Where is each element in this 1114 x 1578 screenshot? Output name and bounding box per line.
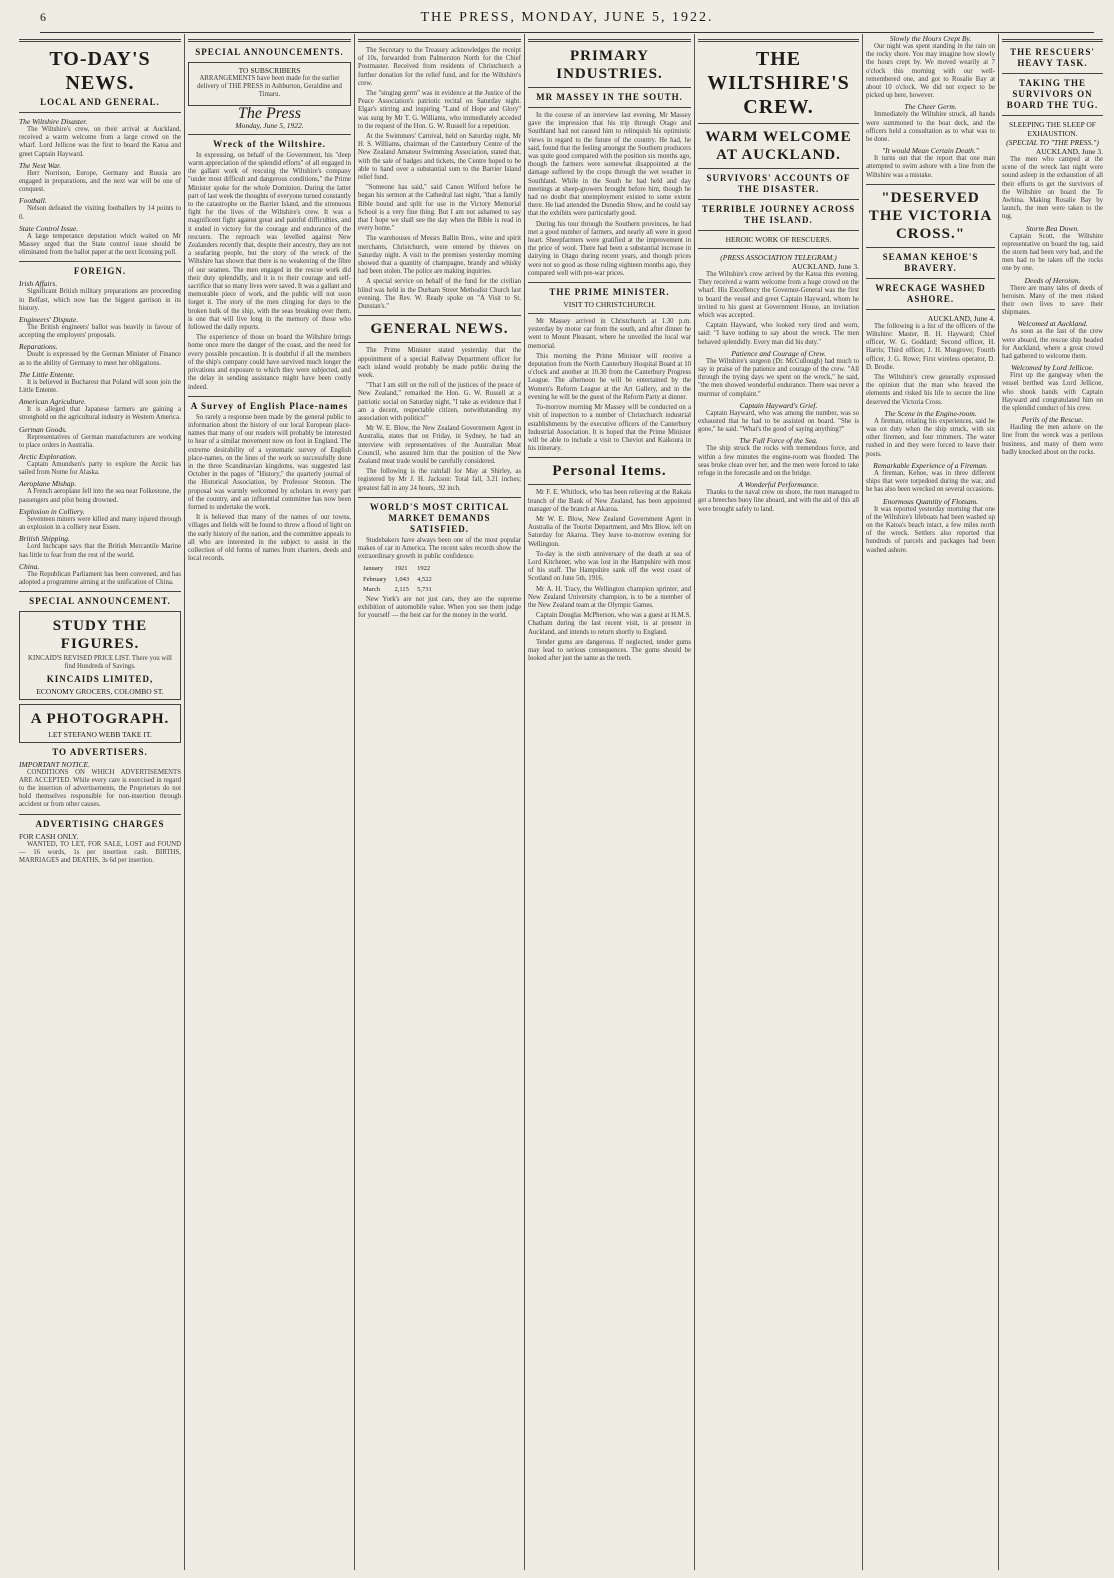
news-item: The Wiltshire Disaster. [19, 117, 88, 126]
heroic-work: HEROIC WORK OF RESCUERS. [725, 235, 832, 244]
kehoe-heading: SEAMAN KEHOE'S BRAVERY. [882, 251, 979, 273]
warm-welcome-heading: WARM WELCOME AT AUCKLAND. [705, 129, 852, 163]
engine-room-heading: The Scene in the Engine-room. [884, 408, 977, 418]
sales-table: January 1921 1922 February 1,043 4,522 March 2,115 5,731 [363, 565, 432, 593]
special-announcements-heading: SPECIAL ANNOUNCEMENTS. [195, 47, 344, 57]
local-general-heading: LOCAL AND GENERAL. [40, 97, 160, 107]
victoria-cross-heading: "DESERVED THE VICTORIA CROSS." [868, 189, 993, 242]
auckland-dateline-3: AUCKLAND, June 3. [1035, 147, 1103, 156]
foreign-item: Reparations. [19, 342, 58, 352]
photograph-heading: A PHOTOGRAPH. [30, 710, 170, 727]
primary-industries-heading: PRIMARY INDUSTRIES. [556, 48, 663, 82]
press-logo: The Press [238, 104, 301, 122]
patience-heading: Patience and Courage of Crew. [731, 348, 826, 358]
flotsam-heading: Enormous Quantity of Flotsam. [883, 496, 978, 506]
photograph-ad [19, 704, 181, 743]
press-association: (PRESS ASSOCIATION TELEGRAM.) [720, 253, 837, 262]
wiltshire-crew-heading: THE WILTSHIRE'S CREW. [707, 48, 850, 118]
slowly-heading: Slowly the Hours Crept By. [889, 34, 972, 43]
certain-death-heading: "It would Mean Certain Death." [882, 146, 979, 156]
study-figures-heading: STUDY THE FIGURES. [52, 618, 148, 653]
special-press: (SPECIAL TO "THE PRESS.") [1006, 138, 1099, 147]
page-number: 6 [40, 10, 48, 24]
news-item: The Next War. [19, 160, 62, 170]
force-heading: The Full Force of the Sea. [739, 436, 818, 446]
foreign-item: American Agriculture. [19, 397, 87, 407]
advertisers-heading: TO ADVERTISERS. [52, 746, 148, 757]
visit-christchurch: VISIT TO CHRISTCHURCH. [563, 300, 656, 310]
perils-heading: Perils of the Rescue. [1021, 415, 1084, 425]
auckland-dateline-2: AUCKLAND, June 4. [927, 313, 995, 323]
auckland-dateline: AUCKLAND, June 3. [791, 262, 859, 271]
massey-south-heading: MR MASSEY IN THE SOUTH. [536, 92, 683, 102]
column-4: PRIMARY INDUSTRIES. MR MASSEY IN THE SOUTH. In the course of an interview last evening, Mr Massey gave the impression that his trip through Otago and Southland had not caused him to relinquish his optimistic views in regard to the future of the country. He had, he said, found that the feeling amongst the Southern producers was quite good compared with the position six months ago, though the farmers were somewhat disappointed at the damage suffered by the crops through the wet weather in Southland. While in the South he had held and day meetings at sheep-growers brought before him, though he had no doubt that unemployment existed to some extent there. He had attended the Dunedin Show, and he could say that the exhibits were particularly good. During his tour through the Southern provinces, he had met a good number of farmers, and nearly all were in good heart. Sheepfarmers were gratified at the improvement in the price of wool. There had been a substantial increase in dairying in Otago during recent years, and though prices were not so good as those ruling eighteen months ago, they compared well with pre-war prices. THE PRIME MINISTER. VISIT TO CHRISTCHURCH. Mr Massey arrived in Christchurch at 1.30 p.m. yesterday by motor car from the south, and after dinner he went to Mount Pleasant, where he unveiled the local war memorial. This morning the Prime Minister will receive a deputation from the North Canterbury Hospital Board at 10 o'clock and another at 10.30 from the Canterbury Progress League. The afternoon he will be entertained by the Women's Reform League at the Art Gallery, and in the evening he will be the guest of the Reform Party at dinner. To-morrow morning Mr Massey will be conducted on a visit of inspection to a number of Christchurch industrial establishments by the executive officers of the Canterbury Industrial Association. It is hoped that the Prime Minister will be able to include a visit to Cheviot and Kaikoura in his itinerary. Personal Items. Mr F. E. Whitlock, who has been relieving at the Rakaia branch of the Bank of New Zealand, has been appointed manager of the branch at Akaroa. Mr W. E. Blow, New Zealand Government Agent in Australia of the Tourist Department, and Mrs Blow, left on Saturday for Akaroa. They leave to-morrow evening for Wellington. To-day is the sixth anniversary of the death at sea of Lord Kitchener, who was lost in the Hampshire with most of his staff. The Hampshire sank off the west coast of Scotland on June 5th, 1916. Mr A. H. Tracy, the Wellington champion sprinter, and New Zealand University champion, is to be a member of the New Zealand team at the Olympic Games. Captain Douglas McPherson, who was a guest at H.M.S. Chatham during the last recent visit, is at present in Auckland, and intends to return shortly to England. Tender gums are dangerous. If neglected, tender gums may lead to serious consequences. The gums should be looked after just the same as the teeth. [524, 34, 694, 1570]
general-news-heading: GENERAL NEWS. [370, 321, 509, 338]
cheer-heading: The Cheer Germ. [904, 102, 957, 112]
stefano-webb: LET STEFANO WEBB TAKE IT. [48, 729, 152, 739]
subscribers-heading: TO SUBSCRIBERS [238, 66, 301, 75]
kincaids-address: ECONOMY GROCERS, COLOMBO ST. [36, 686, 164, 696]
news-item: State Control Issue. [19, 223, 79, 233]
column-1: TO-DAY'S NEWS. LOCAL AND GENERAL. The Wiltshire Disaster. The Wiltshire's crew, on their arrival at Auckland, received a warm welcome from a large crowd on the wharf. Lord Jellicoe was the first to board the Katoa and greet Captain Hayward. The Next War. Herr Norrison, Europe, Germany and Russia are engaged in preparations, and the next war will be one of conquest. Football. Nelson defeated the visiting footballers by 14 points to 0. State Control Issue. A large temperance deputation which waited on Mr Massey urged that the State control issue should be eliminated from the ballot paper at the next licensing poll. FOREIGN. Irish Affairs. Significant British military preparations are proceeding in Belfast, which now has the biggest garrison in its history. Engineers' Dispute. The British engineers' ballot was heavily in favour of accepting the employers' proposals. Reparations. Doubt is expressed by the German Minister of Finance as to the ability of Germany to meet her obligations. The Little Entente. It is believed in Bucharest that Poland will soon join the Little Entente. American Agriculture. It is alleged that Japanese farmers are gaining a stronghold on the agricultural industry in Western America. German Goods. Representatives of German manufacturers are working to place orders in Australia. Arctic Exploration. Captain Amundsen's party to explore the Arctic has sailed from Nome for Alaska. Aeroplane Mishap. A French aeroplane fell into the sea near Folkestone, the passengers and pilot being drowned. Explosion in Colliery. Seventeen miners were killed and many injured through an explosion in a colliery near Essen. British Shipping. Lord Inchcape says that the British Mercantile Marine has little to fear from the rest of the world. China. The Republican Parliament has been convened, and has adopted a programme aiming at the unification of China. SPECIAL ANNOUNCEMENT. STUDY THE FIGURES. KINCAID'S REVISED PRICE LIST. There you will find Hundreds of Savings. KINCAIDS LIMITED, ECONOMY GROCERS, COLOMBO ST. A PHOTOGRAPH. LET STEFANO WEBB TAKE IT. TO ADVERTISERS. IMPORTANT NOTICE. CONDITIONS ON WHICH ADVERTISEMENTS ARE ACCEPTED. While every care is exercised in regard to the insertion of advertisements, the Proprietors do not hold themselves responsible for non-insertion through accident or from other causes. ADVERTISING CHARGES FOR CASH ONLY. WANTED, TO LET, FOR SALE, LOST and FOUND — 16 words, 1s per insertion cash. BIRTHS, MARRIAGES and DEATHS, 3s 6d per insertion. [16, 34, 184, 1570]
wonderful-heading: A Wonderful Performance. [738, 480, 819, 490]
prime-minister-heading: THE PRIME MINISTER. [549, 287, 670, 298]
foreign-item: Engineers' Dispute. [19, 315, 79, 325]
foreign-item: China. [19, 561, 40, 571]
edition-date: Monday, June 5, 1922. [235, 120, 304, 130]
editorial-heading: Wreck of the Wiltshire. [213, 138, 326, 149]
column-2: SPECIAL ANNOUNCEMENTS. TO SUBSCRIBERS ARRANGEMENTS have been made for the earlier delivery of THE PRESS in Ashburton, Geraldine and Timaru. The Press Monday, June 5, 1922. Wreck of the Wiltshire. In expressing, on behalf of the Government, his "deep warm appreciation of the splendid efforts" of all engaged in the gallant work of rescuing the Wiltshire's company "under most difficult and dangerous conditions," the Prime Minister spoke for the whole Dominion. During the latter part of last week the thoughts of everyone turned constantly to the catastrophe on the Barrier Island, and the strenuous fight for the lives of the Wiltshire's crew. It was a magnificent fight against great and painful difficulties, and it ended in victory for the courage and endurance of the rescuers. The reproach was levelled against New Zealanders recently that, despite their ancestry, they are not a seafaring people, but the story of the wreck of the Wiltshire has shown that there is no weakening of the fibre of our seamen. The men engaged in the rescue work did their duty splendidly, and it is to their courage and self-sacrifice that so many lives were saved. It was a gallant and memorable piece of work, and the public will not soon forget it. The story of the men clinging for days to the broken hulk of the ship, with the seas breaking over them, is one that will live long in the memory of those who followed the daily reports. The experience of those on board the Wiltshire brings home once more the danger of the coast, and the need for every possible precaution. It is doubtful if all the members of the ship's company could have survived much longer the privations and exposure to which they were subjected, and the delay in sending assistance might have been costly indeed. A Survey of English Place-names So rarely a response been made by the general public to information about the history of our local European place-names that many of our readers will probably be interested to hear of a similar movement now on foot in England. The extreme desirability of a systematic survey of English place-names, on the lines of the work so successfully done in the three Scandinavian kingdoms, was suggested last October in the pages of "History," the quarterly journal of the Historical Association, by Professor Stenton. The proposal was warmly welcomed by scholars in every part of the country, and an influential committee has now been formed to undertake the work. It is believed that many of the names of our towns, villages and fields will be found to throw a flood of light on the early history of the nation, and the committee appeals to all who are interested in the subject to assist in the collection of old forms of names from charters, deeds and local records. [184, 34, 354, 1570]
foreign-item: British Shipping. [19, 534, 70, 544]
heroism-heading: Deeds of Heroism. [1024, 275, 1081, 285]
foreign-item: Explosion in Colliery. [19, 506, 85, 516]
advertising-charges: ADVERTISING CHARGES [35, 818, 165, 829]
welcome-heading: Welcomed at Auckland. [1017, 319, 1088, 329]
rescuers-heading: THE RESCUERS' HEAVY TASK. [1010, 47, 1095, 68]
storm-heading: Storm Bea Down. [1025, 223, 1080, 233]
kincaids-name: KINCAIDS LIMITED, [46, 673, 154, 684]
survivors-heading: SURVIVORS' ACCOUNTS OF THE DISASTER. [706, 173, 851, 194]
subscribers-notice: TO SUBSCRIBERS ARRANGEMENTS have been made for the earlier delivery of THE PRESS in Ashburton, Geraldine and Timaru. [188, 62, 351, 106]
survey-heading: A Survey of English Place-names [190, 400, 349, 411]
foreign-item: Aeroplane Mishap. [19, 479, 77, 489]
grief-heading: Captain Hayward's Grief. [739, 400, 818, 410]
kincaids-ad: STUDY THE FIGURES. KINCAID'S REVISED PRICE LIST. There you will find Hundreds of Savings. KINCAIDS LIMITED, ECONOMY GROCERS, COLOMBO ST. [19, 611, 181, 699]
column-6: Slowly the Hours Crept By. Our night was spent standing in the rain on the rocky shore. You may imagine how slowly the hours crept by. We moved wearily at 7 o'clock this morning with our well-remembered one, and got to Rosalie Bay at about 10 o'clock. We did not expect to be picked up here, however. The Cheer Germ. Immediately the Wiltshire struck, all hands were summoned to the boat deck, and the officers held a consultation as to what was to be done. "It would Mean Certain Death." It turns out that the report that one man attempted to swim ashore with a line from the Wiltshire was a mistake. "DESERVED THE VICTORIA CROSS." SEAMAN KEHOE'S BRAVERY. WRECKAGE WASHED ASHORE. AUCKLAND, June 4. The following is a list of the officers of the Wiltshire: Master, B. H. Hayward; Chief officer, W. G. Goddard; Second officer, H. Harris; Third officer, J. H. Musgrove; Fourth officer, J. G. Rowe; First wireless operator, D. D. Brodie. The Wiltshire's crew generally expressed the opinion that the man who braved the elements and risked his life to secure the line deserved the Victoria Cross. The Scene in the Engine-room. A fireman, relating his experiences, said he was on duty when the ship struck, with six other firemen, and four trimmers. The water rushed in and they were forced to leave their posts. Remarkable Experience of a Fireman. A fireman, Kehoe, was in three different ships that were torpedoed during the war, and he has also been wrecked on several occasions. Enormous Quantity of Flotsam. It was reported yesterday morning that one of the Wiltshire's lifeboats had been washed up on the Katoa's beach intact, a few miles north of the wreck. Settlers also reported that hundreds of parcels and packages had been washed ashore. [862, 34, 998, 1570]
foreign-heading: FOREIGN. [73, 266, 127, 277]
column-5: THE WILTSHIRE'S CREW. WARM WELCOME AT AUCKLAND. SURVIVORS' ACCOUNTS OF THE DISASTER. TERRIBLE JOURNEY ACROSS THE ISLAND. HEROIC WORK OF RESCUERS. (PRESS ASSOCIATION TELEGRAM.) AUCKLAND, June 3. The Wiltshire's crew arrived by the Katoa this evening. They received a warm welcome from a huge crowd on the wharf. His Excellency the Governor-General was the first to board the vessel and greet Captain Hayward, whom he invited to his guest at Government House, an invitation which was accepted. Captain Hayward, who looked very tired and worn, said: "I have nothing to say about the wreck. The men behaved splendidly. Every man did his duty." Patience and Courage of Crew. The Wiltshire's surgeon (Dr. McCullough) had much to say in praise of the patience and courage of the crew. "All through the trying days we spent on the wreck," he said, "the men showed wonderful endurance. There was never a murmur of complaint." Captain Hayward's Grief. Captain Hayward, who was among the number, was so exhausted that he had to be assisted on board. "She is gone," he said. "What's the good of saying anything?" The Full Force of the Sea. The ship struck the rocks with tremendous force, and within a few minutes the engine-room was flooded. The seas broke clean over her, and the men were forced to take refuge in the forecastle and on the bridge. A Wonderful Performance. Thanks to the naval crew on shore, the men managed to get a breeches buoy line aboard, and with the aid of this all were brought safely to land. [694, 34, 862, 1570]
newspaper-page [16, 34, 1106, 1570]
important-notice: IMPORTANT NOTICE. [19, 759, 90, 769]
wreckage-heading: WRECKAGE WASHED ASHORE. [875, 282, 986, 304]
taking-survivors-heading: TAKING THE SURVIVORS ON BOARD THE TUG. [1006, 78, 1099, 110]
critical-market-heading: WORLD'S MOST CRITICAL MARKET DEMANDS SATISFIED. [369, 501, 510, 534]
foreign-item: The Little Entente. [19, 369, 75, 379]
terrible-journey-heading: TERRIBLE JOURNEY ACROSS THE ISLAND. [701, 204, 856, 225]
news-item: Football. [19, 196, 47, 206]
cash-only: FOR CASH ONLY. [19, 831, 79, 841]
foreign-item: Arctic Exploration. [19, 452, 77, 462]
remarkable-heading: Remarkable Experience of a Fireman. [873, 460, 988, 470]
sleeping-heading: SLEEPING THE SLEEP OF EXHAUSTION. [1009, 120, 1096, 138]
special-announcement: SPECIAL ANNOUNCEMENT. [29, 596, 171, 607]
jellicoe-heading: Welcomed by Lord Jellicoe. [1011, 363, 1094, 373]
column-7: THE RESCUERS' HEAVY TASK. TAKING THE SURVIVORS ON BOARD THE TUG. SLEEPING THE SLEEP OF EXHAUSTION. (SPECIAL TO "THE PRESS.") AUCKLAND, June 3. The men who camped at the scene of the wreck last night were sound asleep in the exhaustion of all their efforts to get the survivors of the Wiltshire on board the Te Awhina. Making Rosalie Bay by launch, the men were taken to the tug. Storm Bea Down. Captain Scott, the Wiltshire representative on board the tug, said the storm had been very bad, and the men had to be taken off the rocks one by one. Deeds of Heroism. There are many tales of deeds of heroism. Many of the men risked their own lives to save their shipmates. Welcomed at Auckland. As soon as the last of the crew were aboard, the rescue ship headed for Auckland, where a great crowd had gathered to welcome them. Welcomed by Lord Jellicoe. First up the gangway when the vessel berthed was Lord Jellicoe, who shook hands with Captain Hayward and congratulated him on the splendid conduct of his crew. Perils of the Rescue. Hauling the men ashore on the line from the wreck was a perilous business, and many of them were badly knocked about on the rocks. [998, 34, 1106, 1570]
foreign-item: German Goods. [19, 424, 67, 434]
masthead-title: THE PRESS, MONDAY, JUNE 5, 1922. [420, 10, 714, 25]
column-3: The Secretary to the Treasury acknowledges the receipt of 10s, forwarded from Palmerston North for the Chief Postmaster. Received from residents of Christchurch a further donation for the relief fund, and for the Wiltshire's crew. The "singing germ" was in evidence at the Justice of the Peace Association's patriotic recital on Saturday night. Elgar's stirring and inspiring "Land of Hope and Glory" was sung by Mr T. G. Williams, who immediately acceded to the request of the Hon. G. W. Russell for a repetition. At the Swimmers' Carnival, held on Saturday night, Mr H. S. Williams, chairman of the Canterbury Centre of the New Zealand Amateur Swimming Association, stated that, with the sale of badges and tickets, the Centre hoped to be able to hand over a substantial sum to the Barrier Island relief fund. "Someone has said," said Canon Wilford before he began his sermon at the Cathedral last night, "that a family Bible bound and split for use in the Victory Memorial School is a very fine thing. But I am not ashamed to say that I hope we shall see the day when the Bible is read in every home." The warehouses of Messrs Ballin Bros., wine and spirit merchants, Christchurch, were entered by thieves on Saturday night. A visit to the premises yesterday morning showed that a quantity of champagne, brandy and whisky had been stolen. The police are making inquiries. A special service on behalf of the fund for the civilian blind was held in the Durham Street Methodist Church last evening. The Rev. W. Ready spoke on "A Visit to St. Dunstan's." GENERAL NEWS. The Prime Minister stated yesterday that the appointment of a special Railway Department officer for each island would probably be made public during the week. "That I am still on the roll of the justices of the peace of New Zealand," remarked the Hon. G. W. Russell at a patriotic social on Saturday night, "I take as evidence that I am a decent, respectable citizen, notwithstanding my association with politics!" Mr W. E. Blow, the New Zealand Government Agent in Australia, states that on Friday, in Sydney, he had an interview with representatives of the Australian Meat Council, who assured him that the position of the New Zealand meat trade would be carefully considered. The following is the rainfall for May at Shirley, as registered by Mr J. H. Jackson: Total fall, 3.21 inches; greatest fall in any 24 hours, .92 inch. WORLD'S MOST CRITICAL MARKET DEMANDS SATISFIED. Studebakers have always been one of the most popular makes of car in America. The recent sales records show the extraordinary growth in public confidence. January 1921 1922 February 1,043 4,522 March 2,115 5,731 New York's are not just cars, they are the supreme exhibition of automobile value. When you see them judge for yourself — the best car for the money in the world. [354, 34, 524, 1570]
masthead [40, 10, 1094, 33]
foreign-item: Irish Affairs. [19, 279, 58, 289]
personal-items-heading: Personal Items. [552, 463, 667, 480]
todays-news-heading: TO-DAY'S NEWS. [49, 48, 151, 94]
